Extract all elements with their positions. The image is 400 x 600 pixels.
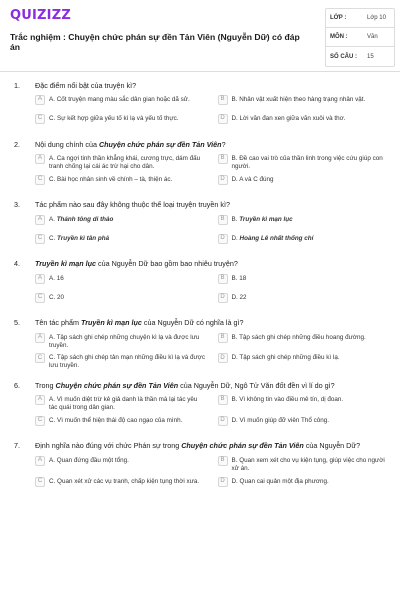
answer-option-a[interactable] (35, 154, 208, 171)
option-text (232, 456, 391, 473)
question-item (10, 198, 390, 249)
option-letter-box[interactable]: A (35, 215, 45, 225)
option-text (49, 333, 208, 350)
option-letter-box[interactable]: A (35, 274, 45, 284)
answer-option-d[interactable] (218, 175, 391, 190)
option-text (49, 95, 190, 104)
text-fragment: D. Vì muốn giúp đỡ viên Thổ công. (231, 416, 329, 424)
option-text (49, 114, 178, 123)
text-fragment: Nội dung chính của (35, 139, 99, 149)
option-text (49, 234, 109, 243)
text-fragment: của Nguyễn Dữ? (303, 441, 361, 451)
option-letter-box[interactable]: A (35, 456, 45, 466)
answer-option-b[interactable] (218, 215, 391, 230)
answer-option-a[interactable] (35, 274, 208, 289)
answer-option-c[interactable] (35, 175, 208, 190)
option-text (49, 477, 199, 486)
question-stem (10, 137, 390, 151)
question-text (35, 381, 335, 390)
text-fragment: A. Quan đứng đầu một tổng. (49, 456, 129, 464)
option-letter-box[interactable]: A (35, 95, 45, 105)
question-item (10, 257, 390, 308)
option-text (232, 154, 391, 171)
option-text (232, 353, 340, 362)
text-fragment: của Nguyễn Dữ bao gồm bao nhiêu truyện? (95, 259, 238, 269)
answer-option-a[interactable] (35, 395, 208, 412)
text-fragment: B. Quan xem xét cho vụ kiện tụng, giúp việc cho người xử án. (231, 456, 385, 472)
text-fragment: A. Cốt truyện mang màu sắc dân gian hoặc dã sử. (49, 96, 190, 103)
question-number: 2. (14, 139, 20, 149)
text-fragment: của Nguyễn Dữ có nghĩa là gì? (141, 318, 244, 328)
question-item (10, 137, 390, 190)
option-letter-box[interactable]: B (218, 333, 228, 343)
text-fragment: C. Bài học nhân sinh về chính – tà, thiện ác. (49, 175, 173, 183)
meta-key: MÔN : (330, 34, 348, 40)
document-header (0, 0, 400, 72)
meta-row-subject (326, 28, 394, 47)
option-text (232, 274, 247, 283)
option-letter-box[interactable]: C (35, 175, 45, 185)
text-fragment: A. (49, 215, 57, 223)
option-text (49, 293, 64, 302)
answer-option-d[interactable] (218, 477, 391, 492)
option-letter-box[interactable]: D (218, 416, 228, 426)
meta-row-grade (326, 9, 394, 28)
text-fragment: C. 20 (49, 293, 65, 301)
option-text (232, 395, 344, 404)
answer-options (35, 395, 390, 431)
option-letter-box[interactable]: D (218, 477, 228, 487)
option-text (49, 175, 172, 184)
question-stem (10, 257, 390, 271)
answer-option-c[interactable] (35, 416, 208, 431)
question-stem (10, 439, 390, 453)
answer-option-c[interactable] (35, 234, 208, 249)
text-fragment: ? (221, 139, 226, 149)
answer-option-c[interactable] (35, 293, 208, 308)
answer-options (35, 456, 390, 492)
option-text (49, 456, 129, 465)
meta-key: SỐ CÂU : (330, 53, 357, 60)
answer-option-b[interactable] (218, 456, 391, 473)
emphasized-title: Truyền kì mạn lục (239, 215, 293, 223)
meta-key: LỚP : (330, 15, 347, 21)
text-fragment: D. Quan cai quản một địa phương. (231, 477, 329, 485)
text-fragment: D. Lời văn đan xen giữa văn xuôi và thơ. (231, 115, 346, 122)
answer-option-b[interactable] (218, 154, 391, 171)
text-fragment: C. Vì muốn thể hiện thái độ cao ngạo của mình. (49, 416, 183, 424)
meta-table (325, 8, 395, 67)
text-fragment: của Nguyễn Dữ, Ngô Tử Văn đốt đền vì lí do gì? (178, 380, 335, 390)
option-letter-box[interactable]: D (218, 234, 228, 244)
option-text (232, 95, 366, 104)
meta-value: 15 (367, 53, 374, 60)
answer-option-a[interactable] (35, 95, 208, 110)
question-text (35, 441, 360, 450)
question-number: 4. (14, 259, 20, 269)
option-letter-box[interactable]: D (218, 114, 228, 124)
text-fragment: B. 18 (231, 274, 247, 282)
answer-options (35, 274, 390, 308)
option-letter-box[interactable]: B (218, 456, 228, 466)
document-title: Trắc nghiệm : Chuyện chức phán sự đền Tản Viên (Nguyễn Dữ) có đáp án (10, 32, 300, 52)
option-letter-box[interactable]: A (35, 395, 45, 405)
answer-option-b[interactable] (218, 395, 391, 412)
question-item (10, 439, 390, 492)
option-letter-box[interactable]: B (218, 274, 228, 284)
option-letter-box[interactable]: A (35, 333, 45, 343)
emphasized-title: Chuyện chức phán sự đền Tản Viên (55, 380, 179, 390)
text-fragment: D. Tập sách ghi chép những điều kì lạ. (231, 354, 340, 362)
text-fragment: Trong (35, 380, 56, 390)
answer-option-c[interactable] (35, 353, 208, 370)
question-item (10, 378, 390, 431)
text-fragment: Tên tác phẩm (35, 318, 81, 328)
emphasized-title: Chuyện chức phán sự đền Tản Viên (98, 139, 222, 149)
answer-option-d[interactable] (218, 293, 391, 308)
option-text (232, 293, 247, 302)
question-stem (10, 316, 390, 330)
option-letter-box[interactable]: B (218, 215, 228, 225)
option-text (49, 215, 113, 224)
answer-option-a[interactable] (35, 456, 208, 473)
question-text (35, 318, 243, 327)
option-letter-box[interactable]: C (35, 293, 45, 303)
quizizz-logo: QUIZIZZ (10, 8, 71, 23)
emphasized-title: Truyền kì mạn lục (80, 318, 142, 328)
text-fragment: A. Vì muốn diệt trừ kẻ giả danh là thần mà lại tác yêu tác quái trong dân gian. (49, 396, 198, 412)
text-fragment: A. Tập sách ghi chép những chuyện kì lạ và được lưu truyền. (49, 333, 200, 349)
option-letter-box[interactable]: D (218, 353, 228, 363)
option-text (232, 175, 274, 184)
option-letter-box[interactable]: B (218, 395, 228, 405)
text-fragment: B. Đề cao vai trò của thần linh trong việc cứu giúp con người. (231, 155, 383, 170)
emphasized-title: Chuyện chức phán sự đền Tản Viên (181, 441, 304, 451)
question-text (35, 140, 226, 149)
answer-options (35, 333, 390, 370)
text-fragment: C. Quan xét xử các vụ tranh, chấp kiện tụng thời xưa. (49, 477, 200, 485)
question-stem (10, 198, 390, 212)
option-letter-box[interactable]: C (35, 234, 45, 244)
text-fragment: B. Vì không tin vào điều mê tín, dị đoan. (231, 396, 344, 404)
emphasized-title: Thánh tông di thảo (56, 215, 114, 223)
option-letter-box[interactable]: B (218, 95, 228, 105)
question-text (35, 200, 230, 209)
text-fragment: A. 16 (49, 274, 64, 282)
meta-row-question-count (326, 47, 394, 66)
question-item (10, 316, 390, 370)
question-stem (10, 378, 390, 392)
text-fragment: Đặc điểm nổi bật của truyện kì? (35, 80, 137, 90)
answer-option-a[interactable] (35, 215, 208, 230)
text-fragment: D. 22 (231, 293, 247, 301)
answer-option-d[interactable] (218, 114, 391, 129)
option-text (232, 333, 366, 342)
answer-option-b[interactable] (218, 95, 391, 110)
option-letter-box[interactable]: C (35, 477, 45, 487)
option-letter-box[interactable]: C (35, 114, 45, 124)
answer-option-c[interactable] (35, 114, 208, 129)
answer-option-d[interactable] (218, 234, 391, 249)
question-list (10, 78, 390, 500)
question-number: 1. (14, 80, 20, 90)
text-fragment: B. Nhân vật xuất hiện theo hàng trạng nhân vật. (231, 96, 366, 103)
option-text (232, 477, 329, 486)
emphasized-title: Truyền kì tân phả (57, 234, 110, 242)
question-stem (10, 78, 390, 92)
option-text (232, 215, 293, 224)
emphasized-title: Truyền kì mạn lục (35, 259, 96, 269)
answer-options (35, 154, 390, 190)
text-fragment: C. Sự kết hợp giữa yếu tố kì lạ và yếu tố thực. (49, 115, 179, 122)
answer-option-d[interactable] (218, 416, 391, 431)
text-fragment: D. (231, 234, 240, 242)
answer-option-a[interactable] (35, 333, 208, 350)
option-letter-box[interactable]: D (218, 293, 228, 303)
answer-option-d[interactable] (218, 353, 391, 370)
option-text (49, 154, 208, 171)
question-text (35, 81, 136, 90)
answer-option-b[interactable] (218, 274, 391, 289)
meta-value: Lớp 10 (367, 15, 386, 21)
question-number: 6. (14, 380, 20, 390)
text-fragment: C. (49, 234, 58, 242)
option-text (49, 274, 64, 283)
question-item (10, 78, 390, 129)
option-text (232, 114, 346, 123)
answer-options (35, 215, 390, 249)
text-fragment: D. A và C đúng (231, 175, 274, 183)
answer-option-c[interactable] (35, 477, 208, 492)
answer-options (35, 95, 390, 129)
option-text (232, 234, 314, 243)
question-text (35, 259, 238, 268)
emphasized-title: Hoàng Lê nhất thống chí (239, 234, 314, 242)
option-letter-box[interactable]: D (218, 175, 228, 185)
question-number: 5. (14, 318, 20, 328)
answer-option-b[interactable] (218, 333, 391, 350)
text-fragment: B. Tập sách ghi chép những điều hoang đường. (231, 333, 366, 341)
option-text (49, 395, 208, 412)
option-text (232, 416, 329, 425)
option-letter-box[interactable]: C (35, 353, 45, 363)
option-text (49, 416, 182, 425)
text-fragment: Định nghĩa nào đúng với chức Phán sự trong (35, 441, 182, 451)
text-fragment: A. Ca ngợi tinh thần khẳng khái, cương trực, dám đấu tranh chống lại cái ác trừ hại cho dân. (49, 155, 201, 170)
question-number: 7. (14, 441, 20, 451)
option-letter-box[interactable]: A (35, 154, 45, 164)
question-number: 3. (14, 200, 20, 210)
meta-value: Văn (367, 34, 378, 40)
text-fragment: C. Tập sách ghi chép tản mạn những điều kì lạ và được lưu truyền. (49, 354, 205, 370)
text-fragment: B. (231, 215, 240, 223)
option-letter-box[interactable]: C (35, 416, 45, 426)
text-fragment: Tác phẩm nào sau đây không thuộc thể loại truyện truyền kì? (35, 200, 230, 210)
option-text (49, 353, 208, 370)
option-letter-box[interactable]: B (218, 154, 228, 164)
